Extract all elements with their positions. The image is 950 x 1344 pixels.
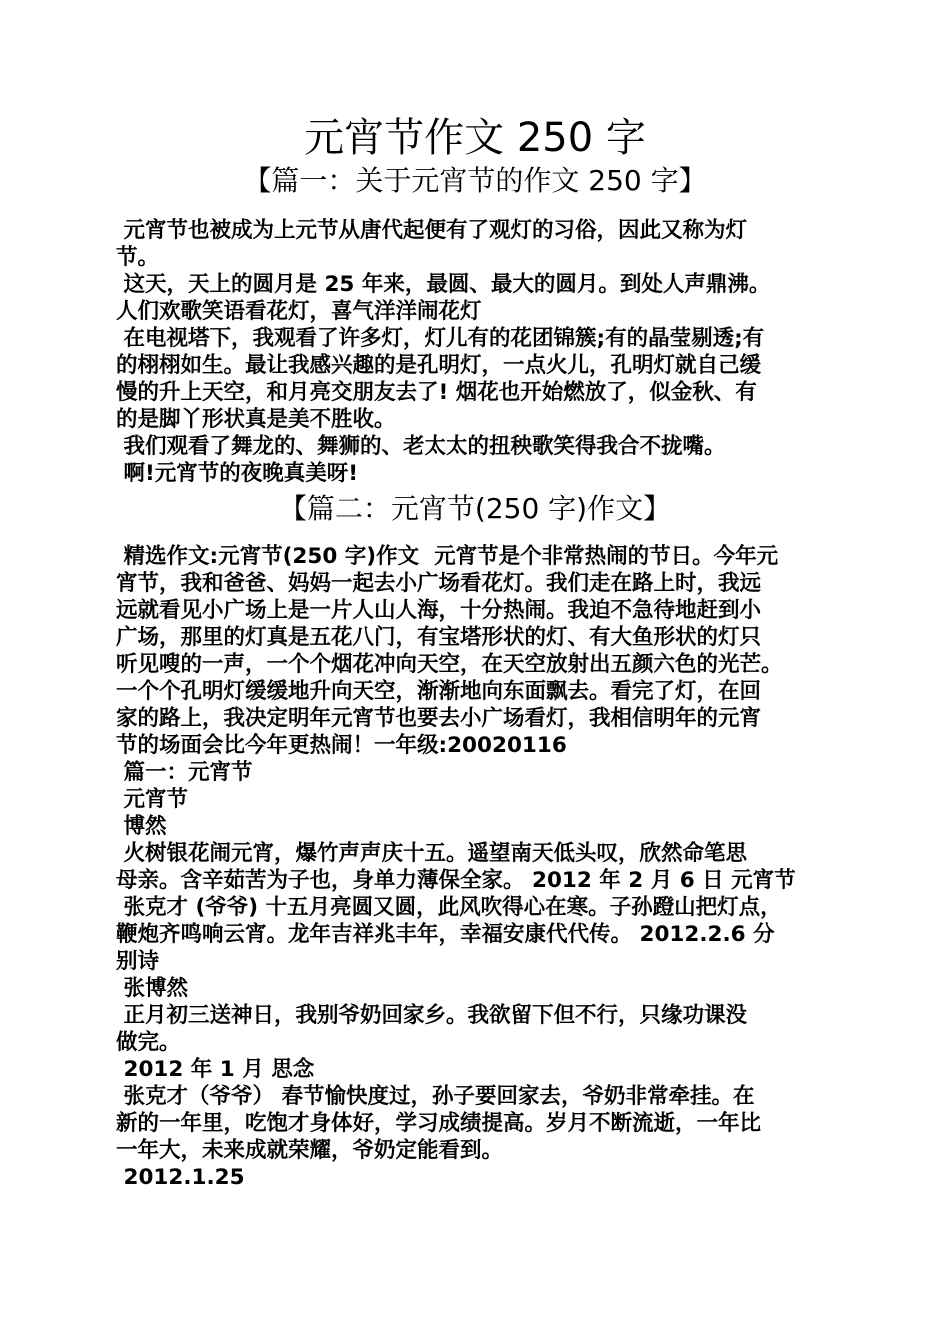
body-line: 一个个孔明灯缓缓地升向天空，渐渐地向东面飘去。看完了灯，在回 <box>116 679 762 704</box>
body-line: 广场，那里的灯真是五花八门，有宝塔形状的灯、有大鱼形状的灯只 <box>116 625 762 650</box>
body-line: 张克才 (爷爷) 十五月亮圆又圆，此风吹得心在寒。子孙蹬山把灯点， <box>116 895 782 920</box>
document-title: 元宵节作文 250 字 <box>304 115 646 161</box>
body-line: 张博然 <box>116 976 188 1001</box>
body-line: 博然 <box>116 814 167 839</box>
body-line: 我们观看了舞龙的、舞狮的、老太太的扭秧歌笑得我合不拢嘴。 <box>116 434 726 459</box>
body-line: 精选作文:元宵节(250 字)作文 元宵节是个非常热闹的节日。今年元 <box>116 544 779 569</box>
body-line: 在电视塔下，我观看了许多灯，灯儿有的花团锦簇;有的晶莹剔透;有 <box>116 326 765 351</box>
body-line: 张克才（爷爷） 春节愉快度过，孙子要回家去，爷奶非常牵挂。在 <box>116 1084 755 1109</box>
body-line: 2012 年 1 月 思念 <box>116 1057 315 1082</box>
body-line: 家的路上，我决定明年元宵节也要去小广场看灯，我相信明年的元宵 <box>116 706 762 731</box>
body-line: 别诗 <box>116 949 160 974</box>
body-line: 母亲。含辛茹苦为子也，身单力薄保全家。 2012 年 2 月 6 日 元宵节 <box>116 868 796 893</box>
body-line: 做完。 <box>116 1030 181 1055</box>
body-line: 啊!元宵节的夜晚真美呀! <box>116 461 359 486</box>
body-line: 一年大，未来成就荣耀，爷奶定能看到。 <box>116 1138 504 1163</box>
body-line: 新的一年里，吃饱才身体好，学习成绩提高。岁月不断流逝，一年比 <box>116 1111 762 1136</box>
body-line: 火树银花闹元宵，爆竹声声庆十五。遥望南天低头叹，欣然命笔思 <box>116 841 747 866</box>
body-line: 篇一：元宵节 <box>116 760 253 785</box>
body-line: 慢的升上天空，和月亮交朋友去了! 烟花也开始燃放了，似金秋、有 <box>116 380 757 405</box>
body-line: 元宵节也被成为上元节从唐代起便有了观灯的习俗，因此又称为灯 <box>116 218 747 243</box>
body-line: 节的场面会比今年更热闹！一年级:20020116 <box>116 733 567 758</box>
section1-body <box>116 217 838 487</box>
body-line: 宵节，我和爸爸、妈妈一起去小广场看花灯。我们走在路上时，我远 <box>116 571 762 596</box>
section1-heading: 【篇一：关于元宵节的作文 250 字】 <box>243 164 707 197</box>
section2-heading: 【篇二：元宵节(250 字)作文】 <box>278 492 672 525</box>
body-line: 元宵节 <box>116 787 188 812</box>
body-line: 鞭炮齐鸣响云宵。龙年吉祥兆丰年，幸福安康代代传。 2012.2.6 分 <box>116 922 775 947</box>
body-line: 的栩栩如生。最让我感兴趣的是孔明灯，一点火儿，孔明灯就自己缓 <box>116 353 762 378</box>
body-line: 节。 <box>116 245 160 270</box>
section2-body <box>116 543 838 1191</box>
body-line: 2012.1.25 <box>116 1165 245 1190</box>
body-line: 正月初三送神日，我别爷奶回家乡。我欲留下但不行，只缘功课没 <box>116 1003 747 1028</box>
body-line: 这天，天上的圆月是 25 年来，最圆、最大的圆月。到处人声鼎沸。 <box>116 272 771 297</box>
body-line: 人们欢歌笑语看花灯，喜气洋洋闹花灯 <box>116 299 482 324</box>
body-line: 远就看见小广场上是一片人山人海，十分热闹。我迫不急待地赶到小 <box>116 598 762 623</box>
body-line: 的是脚丫形状真是美不胜收。 <box>116 407 396 432</box>
body-line: 听见嗖的一声，一个个烟花冲向天空，在天空放射出五颜六色的光芒。 <box>116 652 783 677</box>
